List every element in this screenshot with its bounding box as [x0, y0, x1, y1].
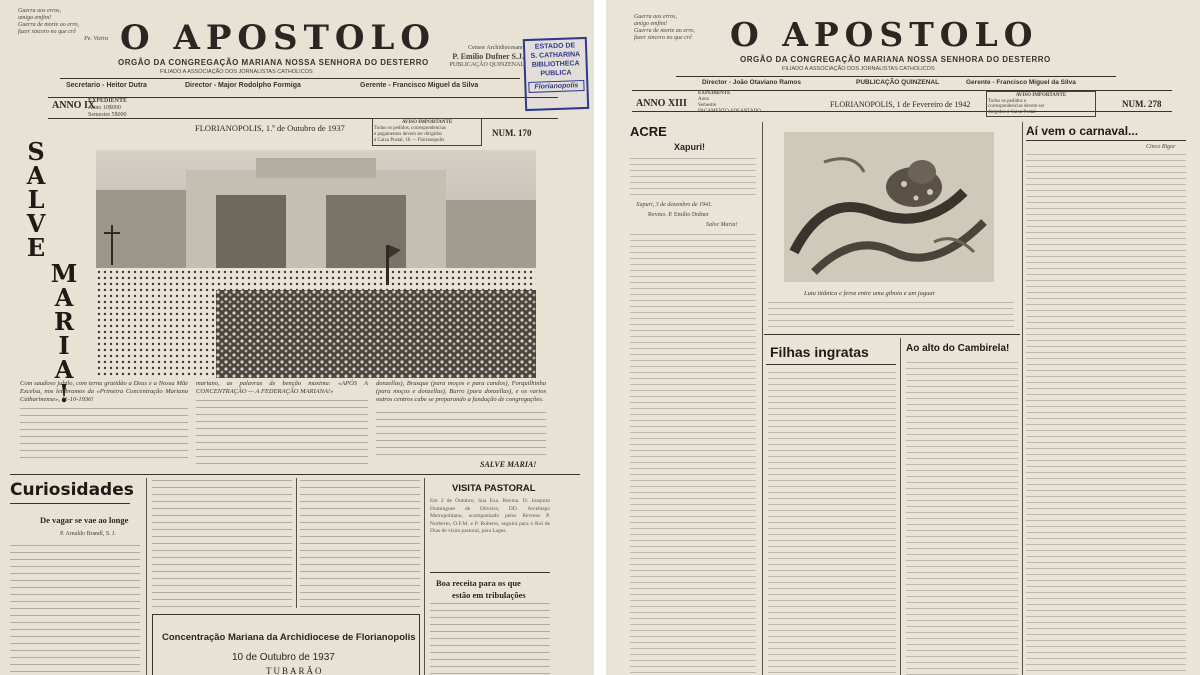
subscription-heading: EXPEDIENTE — [88, 98, 128, 104]
article-text-block — [10, 545, 140, 675]
subscription-line: Anno 10$000 — [88, 105, 121, 111]
ear-line: Guerra de morte ao erro, — [18, 22, 79, 28]
article-text-block — [20, 408, 188, 464]
concentracao-date: 10 de Outubro de 1937 — [232, 652, 335, 663]
subscription-line: Anno — [698, 97, 710, 102]
volume-number: ANNO IX — [52, 100, 96, 111]
subscription-heading: EXPEDIENTE — [698, 91, 731, 96]
curiosidades-subheading: De vagar se vae ao longe — [40, 515, 129, 525]
notice-box — [986, 91, 1096, 117]
caption-left: Com saudoso jubilo, com terna gratidão a Deus e a Nossa Mãe Excelsa, nos lembramos da «Primeira Concentração Mariana Catharinense», 11-10-1936! — [20, 380, 188, 403]
dateline: FLORIANOPOLIS, 1.º de Outubro de 1937 — [195, 123, 345, 133]
congregation-photo — [96, 150, 536, 378]
masthead-title: O APOSTOLO — [120, 18, 437, 58]
ear-line: Pe. Vieira — [84, 36, 108, 42]
xapuri-letter-salute: Salve Maria! — [706, 222, 738, 228]
masthead-affiliation: FILIADO A ASSOCIAÇÃO DOS JORNALISTAS CATHOLICOS — [782, 66, 935, 72]
notice-line: Todos os pedidos e — [988, 98, 1027, 104]
notice-heading: AVISO IMPORTANTE — [401, 120, 453, 125]
newspaper-page-1942 — [606, 0, 1200, 675]
censor-block — [432, 45, 524, 69]
snake-jaguar-illustration — [784, 132, 994, 282]
subscription-box — [698, 91, 788, 115]
staff-frequency: PUBLICAÇÃO QUINZENAL — [856, 79, 940, 86]
subscription-box — [88, 98, 188, 119]
maria-letter: ! — [58, 379, 70, 408]
maria-letter: A — [54, 355, 74, 384]
salve-letter: E — [26, 233, 46, 262]
ear-line: fazer sincero no que crê — [18, 29, 76, 35]
crowd-illustration — [96, 150, 536, 378]
article-text-block — [630, 234, 756, 675]
masthead-title: O APOSTOLO — [730, 15, 1039, 54]
article-text-block — [196, 400, 368, 464]
dateline: FLORIANOPOLIS, 1 de Fevereiro de 1942 — [830, 100, 971, 109]
maria-letter: A — [54, 283, 74, 312]
subscription-line: Semestre — [698, 103, 717, 108]
stamp-city: Florianopolis — [528, 80, 584, 93]
volume-number: ANNO XIII — [636, 98, 687, 109]
article-text-block — [768, 302, 1014, 328]
ear-line: Guerra aos erros, — [634, 14, 677, 20]
notice-line: Todos os pedidos, correspondencias — [374, 126, 446, 131]
notice-line: e pagamentos devem ser dirigidos — [374, 132, 443, 137]
issue-number: NUM. 278 — [1122, 99, 1162, 109]
masthead-subtitle: ORGÃO DA CONGREGAÇÃO MARIANA NOSSA SENHORA DO DESTERRO — [118, 58, 429, 67]
staff-director: Director - Major Rodolpho Formiga — [185, 82, 301, 89]
ear-line: amigo emfim! — [18, 15, 52, 21]
notice-line: correspondencias devem ser — [988, 104, 1045, 109]
notice-line: dirigidos á Caixa Postal — [988, 109, 1036, 115]
article-text-block — [376, 412, 546, 456]
article-text-block — [906, 362, 1018, 675]
article-text-block — [630, 158, 756, 198]
maria-letter: R — [54, 307, 74, 336]
ear-line: amigo emfim! — [634, 21, 668, 27]
censor-line: Censor Archidiocesano — [468, 45, 524, 51]
caption-middle: mariano, as palavras de benção maxima: «APÓS A CONCENTRAÇÃO — A FEDERAÇÃO MARIANA!» — [196, 380, 368, 395]
salve-letter: S — [27, 137, 45, 166]
issue-number: NUM. 170 — [492, 128, 532, 138]
boa-receita-heading-2: estão em tribulações — [452, 590, 526, 600]
xapuri-letter-date: Xapuri, 3 de dezembro de 1941. — [636, 202, 713, 208]
article-text-block — [768, 372, 896, 675]
curiosidades-heading: Curiosidades — [10, 480, 134, 500]
article-text-block — [1026, 154, 1186, 675]
curiosidades-author: P. Arnaldo Brandl, S. J. — [60, 531, 117, 537]
cambirela-heading: Ao alto do Cambirela! — [906, 343, 1010, 354]
staff-director: Director - João Otaviano Ramos — [702, 79, 801, 86]
ear-quote-left — [18, 8, 108, 43]
stamp-line: S. CATHARINA — [530, 51, 581, 60]
salve-vertical-title — [16, 137, 56, 262]
censor-line: PUBLICAÇÃO QUINZENAL — [449, 62, 524, 68]
maria-letter: I — [58, 331, 70, 360]
notice-heading: AVISO IMPORTANTE — [1015, 93, 1067, 98]
illustration-caption: Luta titânica e feroz entre uma giboia e um jaguar — [804, 290, 936, 297]
maria-letter: M — [50, 259, 78, 288]
notice-line: á Caixa Postal, 18 — Florianopolis — [374, 138, 445, 143]
filhas-ingratas-heading: Filhas ingratas — [770, 344, 869, 360]
stamp-line: ESTADO DE — [534, 42, 576, 51]
visita-pastoral-text: Em 2 de Outubro, Sua Exa. Revma. D. Joaquim Domingues de Oliveira, DD. Arcebispo Metropolitano, acompanhado pelos Revmos P. Norberto, O.F.M. e P. Roberto, seguirá para o Rol de Dias de visita pastoral, para Lages. — [430, 498, 550, 534]
staff-manager: Gerente - Francisco Miguel da Silva — [966, 79, 1076, 86]
illustration-drawing — [784, 132, 994, 282]
ear-line: Guerra de morte ao erro, — [634, 28, 695, 34]
article-text-block — [300, 480, 420, 610]
ear-line: Guerra aos erros, — [18, 8, 61, 14]
boa-receita-heading: Boa receita para os que — [436, 578, 521, 588]
visita-pastoral-heading: VISITA PASTORAL — [452, 483, 536, 494]
carnaval-heading: Aí vem o carnaval... — [1026, 124, 1139, 138]
censor-name: P. Emilio Dufner S.J. — [452, 52, 524, 61]
newspaper-page-1937 — [0, 0, 594, 675]
salve-letter: L — [27, 185, 45, 214]
salve-letter: V — [26, 209, 46, 238]
carnaval-author: Cinco Rigor — [1146, 144, 1176, 150]
masthead-subtitle: ORGÃO DA CONGREGAÇÃO MARIANA NOSSA SENHORA DO DESTERRO — [740, 55, 1051, 64]
masthead-affiliation: FILIADO A ASSOCIAÇÃO DOS JORNALISTAS CATHOLICOS — [160, 69, 313, 75]
article-text-block — [430, 603, 550, 675]
acre-heading: ACRE — [630, 124, 667, 139]
xapuri-letter-greeting: Revmo. P. Emilio Dufner — [648, 212, 709, 218]
ear-quote-left — [634, 14, 724, 42]
xapuri-heading: Xapuri! — [674, 142, 706, 152]
ear-line: fazer sincero no que crê — [634, 35, 692, 41]
subscription-line: Semestre 5$000 — [88, 112, 127, 118]
staff-manager: Gerente - Francisco Miguel da Silva — [360, 82, 479, 89]
salve-maria-signoff: SALVE MARIA! — [480, 460, 537, 469]
concentracao-place: TUBARÃO — [266, 666, 324, 675]
staff-secretary: Secretario - Heitor Dutra — [66, 82, 147, 89]
salve-letter: A — [26, 161, 46, 190]
concentracao-title: Concentração Mariana da Archidiocese de Florianopolis — [162, 632, 416, 643]
subscription-line: PAGAMENTO ADEANTADO — [698, 109, 761, 114]
notice-box — [372, 118, 482, 146]
article-text-block — [152, 480, 292, 610]
caption-right: donzellas), Brusque (para moços e para candos), Forquilhinha (para moços e donzellas), Burro (para donzellas), e os varios outros centros cabe se preparando a fundação de congregações. — [376, 380, 546, 403]
stamp-line: BIBLIOTHECA — [531, 60, 580, 69]
stamp-line: PUBLICA — [540, 69, 572, 78]
